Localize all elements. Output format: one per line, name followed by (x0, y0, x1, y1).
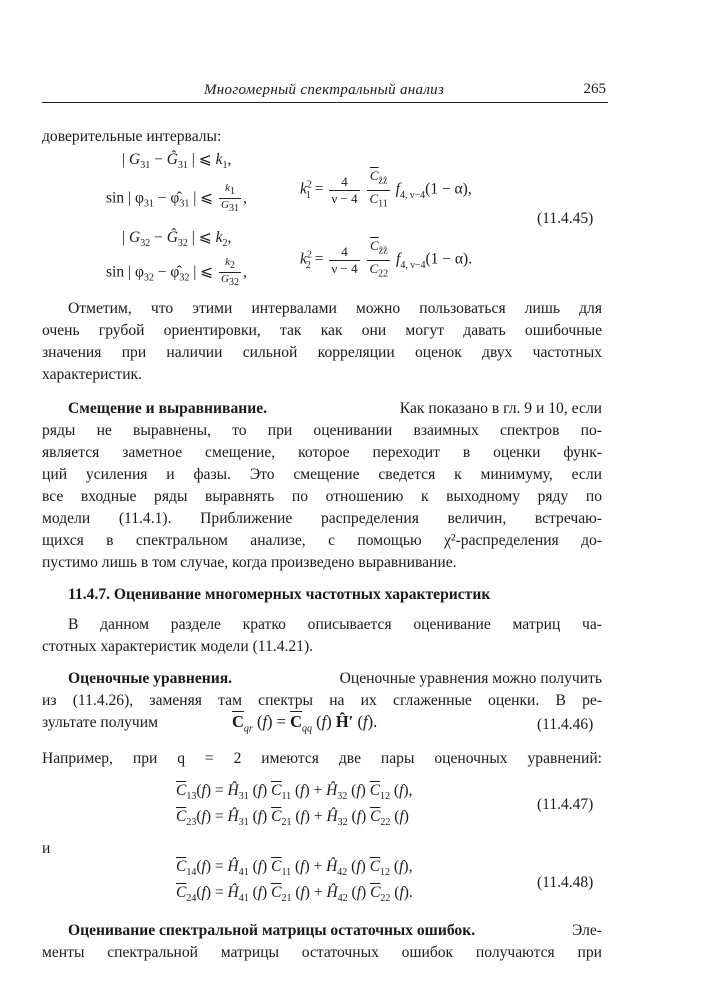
p4-first: Оценочные уравнения можно получить (339, 670, 602, 687)
p4-line-2: из (11.4.26), заменяя там спектры на их сглаженные оценки. В ре- (42, 692, 602, 709)
p7-line-2: менты спектральной матрицы остаточных ошибок получаются при (42, 944, 602, 961)
p1-line-3: значения при наличии сильной корреляции оценок двух частотных (42, 344, 602, 361)
equation-48b: $\overline{C}_{24}(f)$ = $Ĥ_{41}$ (f) $\overline{C}_{21}$ $(f) + Ĥ_{42}$ (f) $\overline{C}_{22}$ (f). (176, 884, 413, 905)
p2-line-2: ряды не выравнены, то при оценивании взаимных спектров по- (42, 422, 602, 439)
ineq-phi32: sin | $\varphi_{32}$ − $\varphî_{32}$ | ⩽ $\frac{k_2}{G_{32}}$ , (106, 256, 247, 289)
equation-48a: $\overline{C}_{14}(f)$ = $Ĥ_{41}$ (f) $\overline{C}_{11}$ $(f) + Ĥ_{42}$ (f) $\overline{C}_{12}$ (f), (176, 858, 413, 879)
p2-first: Как показано в гл. 9 и 10, если (399, 400, 602, 417)
p3-line-1: В данном разделе кратко описывается оценивание матриц ча- (68, 616, 602, 633)
equation-number-47: (11.4.47) (537, 796, 594, 813)
conjunction-i: и (42, 840, 51, 857)
page-number: 265 (583, 81, 606, 97)
p1-line-1: Отметим, что этими интервалами можно пользоваться лишь для (68, 300, 602, 317)
p5-line: Например, при q = 2 имеются две пары оценочных уравнений: (42, 750, 602, 767)
p2-line-5: все входные ряды выравнять по отношению к выходному ряду по (42, 488, 602, 505)
intro-line: доверительные интервалы: (42, 128, 222, 145)
p2-line-4: ций усиления и фазы. Это смещение сведется к минимуму, если (42, 466, 602, 483)
p2-line-1 (42, 398, 602, 419)
p3-line-2: стотных характеристик модели (11.4.21). (42, 638, 314, 655)
p1-line-2: очень грубой ориентировки, так как они могут давать ошибочные (42, 322, 602, 339)
equation-46: $\overline{C}_{qr}$ $(f) = \overline{C}_{qq}$ (f) Ĥ′ (f). (232, 712, 378, 735)
p7-line-1 (42, 920, 602, 941)
k2-formula: $k^2_2$ = $\frac{4}{\nu - 4}$ $\frac{\overline{C}_{ẑẑ}}{\overline{C}_{22}}$ $f_{4, \nu-4}(1 - \alpha)$. (300, 238, 473, 280)
p7-first: Эле- (572, 922, 602, 939)
p4-title: Оценочные уравнения. (68, 670, 233, 687)
p4-line-1 (42, 668, 602, 689)
k1-formula: $k^2_1$ = $\frac{4}{\nu - 4}$ $\frac{\overline{C}_{ẑẑ}}{\overline{C}_{11}}$ $f_{4, \nu-4}(1 - \alpha)$, (300, 168, 472, 210)
p1-line-4: характеристик. (42, 366, 143, 383)
p2-line-8: пустимо лишь в том случае, когда произведено выравнивание. (42, 554, 457, 571)
p2-line-3: является заметное смещение, которое переходит в оценки функ- (42, 444, 602, 461)
equation-47a: $\overline{C}_{13}(f)$ = $Ĥ_{31}$ (f) $\overline{C}_{11}$ $(f) + Ĥ_{32}$ (f) $\overline{C}_{12}$ (f), (176, 782, 413, 803)
ineq-phi31: sin | $\varphi_{31}$ − $\varphî_{31}$ | ⩽ $\frac{k_1}{G_{31}}$ , (106, 182, 247, 215)
running-header (42, 80, 608, 103)
p4-line-3: зультате получим (42, 714, 158, 731)
p2-line-6: модели (11.4.1). Приближение распределения величин, встречаю- (42, 510, 602, 527)
equation-number-48: (11.4.48) (537, 874, 594, 891)
equation-47b: $\overline{C}_{23}(f)$ = $Ĥ_{31}$ (f) $\overline{C}_{21}$ $(f) + Ĥ_{32}$ (f) $\overline{C}_{22}$ (f) (176, 808, 409, 829)
p2-title: Смещение и выравнивание. (68, 400, 268, 417)
section-heading: 11.4.7. Оценивание многомерных частотных характеристик (68, 586, 491, 603)
equation-number-45: (11.4.45) (537, 210, 594, 227)
equation-number-46: (11.4.46) (537, 716, 594, 733)
ineq-g32: | $G_{32}$ − $Ĝ_{32}$ | ⩽ $k_2$, (122, 229, 232, 250)
p2-line-7: щихся в спектральном анализе, с помощью χ²-распределения до- (42, 532, 602, 549)
ineq-g31: | $G_{31}$ − $Ĝ_{31}$ | ⩽ $k_1$, (122, 151, 232, 172)
p7-title: Оценивание спектральной матрицы остаточных ошибок. (68, 922, 476, 939)
header-title: Многомерный спектральный анализ (204, 82, 445, 98)
